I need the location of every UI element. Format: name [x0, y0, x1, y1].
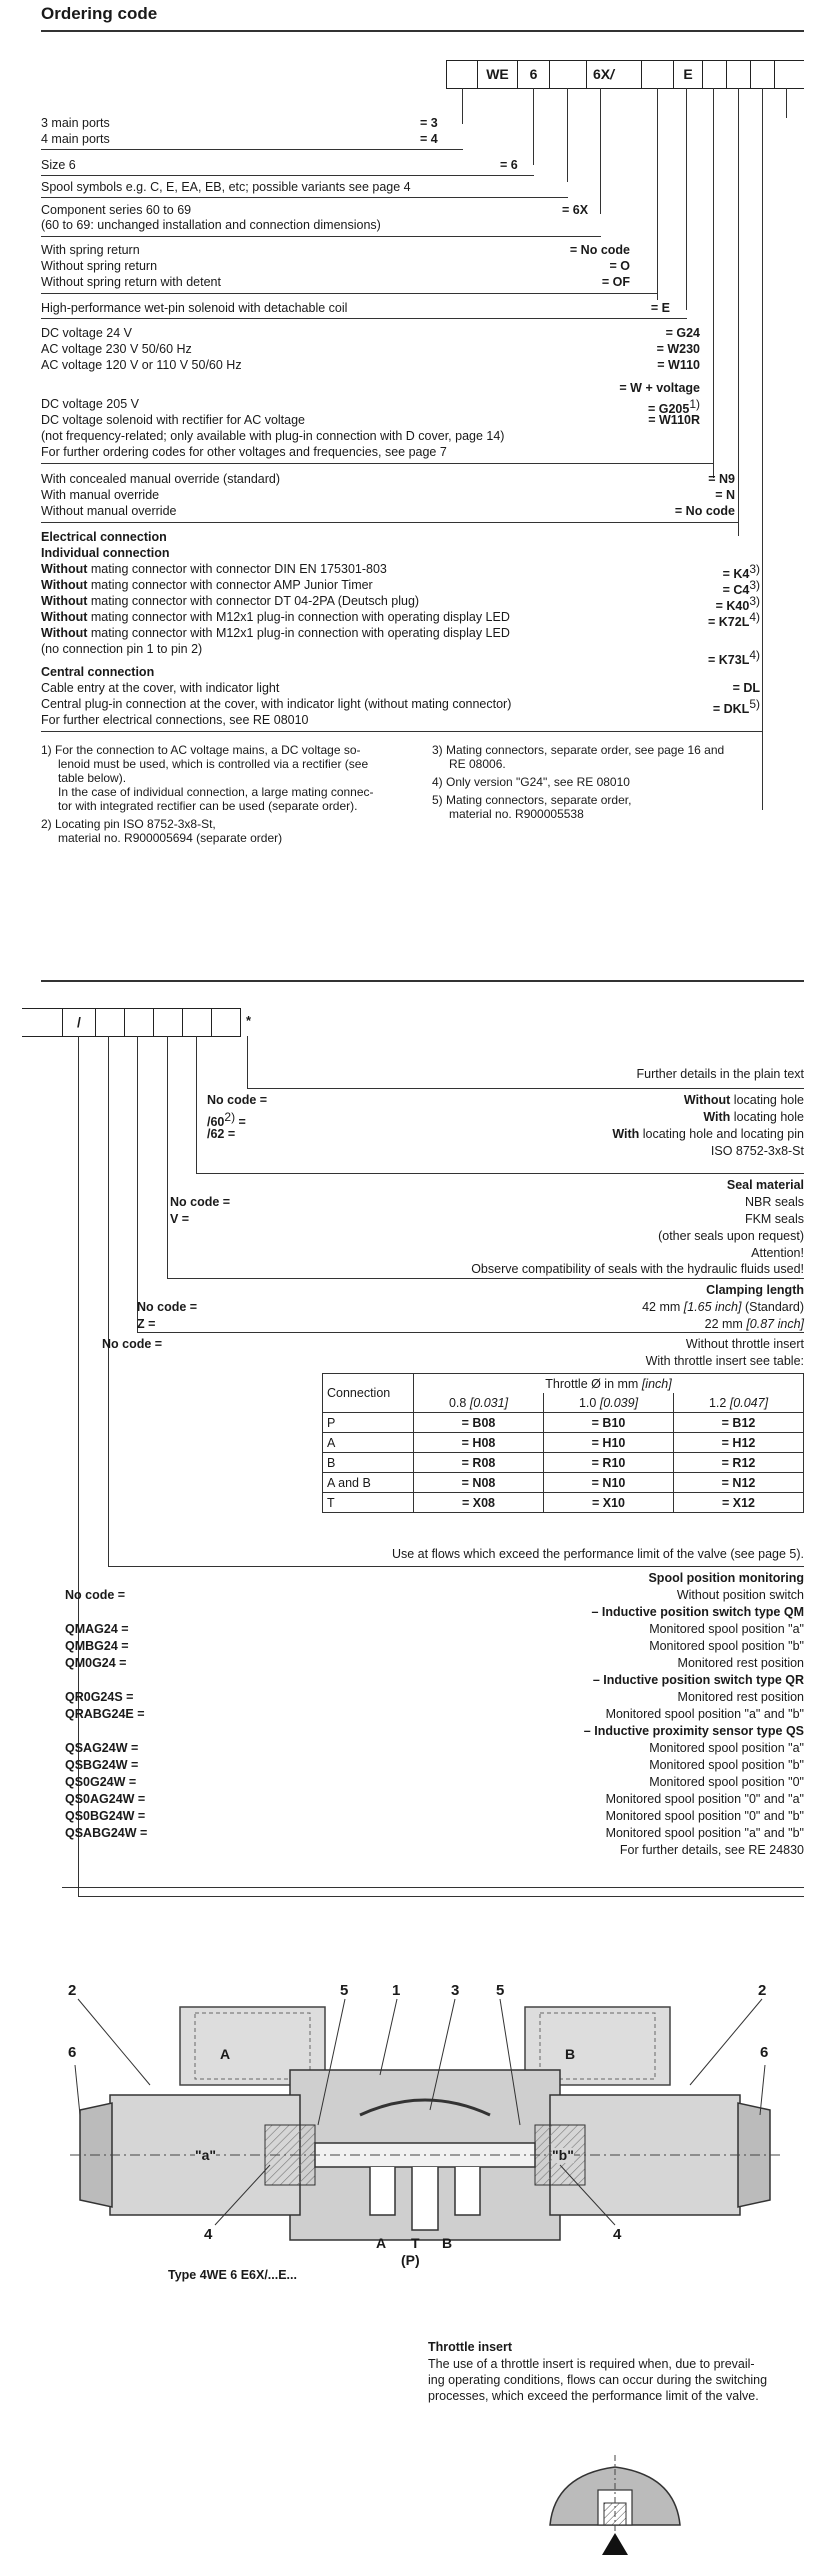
sup: 4) [749, 610, 760, 624]
elec-text: mating connector with M12x1 plug-in connection with operating display LED [87, 626, 510, 640]
code-box-1 [446, 60, 478, 89]
footnote-2-line1: 2) Locating pin ISO 8752-3x8-St, [41, 817, 216, 831]
cell-code: = X10 [544, 1493, 674, 1513]
callout-5-right: 5 [496, 1982, 505, 1999]
size-mm: 0.8 [448, 1395, 467, 1410]
table-row [323, 1473, 804, 1493]
option-size: Size 6 [41, 158, 76, 172]
code-of: = OF [601, 275, 630, 289]
spool-text: Monitored spool position "a" [649, 1622, 804, 1636]
elec-code: = K40 [715, 599, 750, 614]
leader-more [786, 88, 787, 118]
footnote-1-line5: tor with integrated rectifier can be used (separate order). [58, 799, 358, 813]
option-no-spring: Without spring return [41, 259, 158, 273]
rule [41, 731, 763, 732]
code-k73l [708, 648, 760, 668]
leader [75, 2065, 80, 2115]
individual-connection: Individual connection [41, 546, 170, 560]
spool-heading: Spool position monitoring [648, 1571, 804, 1585]
footnote-2-line2: material no. R900005694 (separate order) [58, 831, 283, 845]
footnote-1-line1: 1) For the connection to AC voltage mains, a DC voltage so- [41, 743, 361, 757]
code-dl: = DL [732, 681, 760, 695]
code-box-6 [641, 60, 674, 89]
spool-code: QR0G24S = [65, 1690, 134, 1704]
spool-code: QSAG24W = [65, 1741, 139, 1755]
code-box-3: 6 [517, 60, 550, 89]
b: Without [41, 626, 88, 640]
clamp-text: 22 mm [704, 1317, 747, 1331]
leader [196, 1036, 197, 1173]
option-series-note: (60 to 69: unchanged installation and connection dimensions) [41, 218, 381, 232]
table-row [323, 1413, 804, 1433]
locating-code-60: $/60^{2)}$ = [207, 1110, 246, 1130]
leader [137, 1036, 138, 1332]
option-rectifier: DC voltage solenoid with rectifier for AC voltage [41, 413, 306, 427]
spool-code: QSBG24W = [65, 1758, 139, 1772]
electrical-heading: Electrical connection [41, 530, 167, 544]
cell-conn: T [323, 1493, 414, 1513]
clamping-42 [642, 1300, 804, 1315]
table-row [323, 1493, 804, 1513]
th-unit: [inch] [641, 1376, 672, 1391]
option-dc205: DC voltage 205 V [41, 397, 139, 411]
spool-code: QM0G24 = [65, 1656, 127, 1670]
rule [41, 197, 568, 198]
port-t-label: T [411, 2235, 420, 2251]
throttle-table [322, 1373, 804, 1513]
code-g205-text: = G205 [647, 402, 690, 417]
spool-text: Without position switch [676, 1588, 804, 1602]
option-further-voltages: For further ordering codes for other voltages and frequencies, see page 7 [41, 445, 447, 459]
code-n: = N [715, 488, 735, 502]
cell-conn: P [323, 1413, 414, 1433]
solenoid-a-label: A [220, 2046, 231, 2062]
size-inch: [0.047] [729, 1395, 769, 1410]
flow-arrow-icon [602, 2533, 628, 2555]
code-no-override: = No code [674, 504, 735, 518]
sup: 4) [749, 648, 760, 662]
table-row [323, 1433, 804, 1453]
code2-box-5 [153, 1008, 183, 1037]
callout-2-right: 2 [758, 1982, 767, 1999]
elec-row-k73l [41, 626, 510, 641]
spool-text: Monitored rest position [677, 1656, 804, 1670]
port-b-label: B [442, 2235, 453, 2251]
rule [41, 149, 463, 150]
sup: 3) [749, 562, 760, 576]
code-box-9 [726, 60, 751, 89]
option-no-override: Without manual override [41, 504, 177, 518]
th-throttle [414, 1374, 804, 1394]
rule [41, 293, 658, 294]
elec-text: mating connector with connector DIN EN 175301-803 [87, 562, 387, 576]
elec-code: = K73L [707, 653, 750, 668]
throttle-without: Without throttle insert [685, 1337, 804, 1351]
throttle-insert-line3: processes, which exceed the performance limit of the valve. [428, 2389, 759, 2403]
spool-code: QS0AG24W = [65, 1792, 146, 1806]
footnote-1-line2: lenoid must be used, which is controlled via a rectifier (see [58, 757, 369, 771]
cell-code: = R08 [414, 1453, 544, 1473]
code-n9: = N9 [708, 472, 735, 486]
cell-conn: B [323, 1453, 414, 1473]
slash-mark: / [610, 66, 615, 82]
leader [380, 1999, 397, 2075]
code-dkl [713, 697, 760, 717]
option-dc24: DC voltage 24 V [41, 326, 133, 340]
leader-voltage [713, 88, 714, 478]
callout-3: 3 [451, 1982, 460, 1999]
leader-size [533, 88, 534, 165]
leader-series [600, 88, 601, 214]
elec-code: = K4 [722, 567, 750, 582]
leader [318, 1999, 345, 2125]
rule [62, 1887, 804, 1888]
code-box-4 [549, 60, 587, 89]
option-rectifier-note: (not frequency-related; only available with plug-in connection with D cover, page 14) [41, 429, 505, 443]
code2-box-7 [211, 1008, 241, 1037]
rule [78, 1896, 804, 1897]
elec-row-dl: Cable entry at the cover, with indicator light [41, 681, 280, 695]
clamp-text: 42 mm [642, 1300, 684, 1314]
rule [41, 522, 739, 523]
size-inch: [0.031] [469, 1395, 509, 1410]
cell-conn: A [323, 1433, 414, 1453]
elec-row-c4 [41, 578, 373, 593]
code2-box-1 [22, 1008, 63, 1037]
cell-code: = N10 [544, 1473, 674, 1493]
sup: 3) [749, 594, 760, 608]
leader-solenoid [686, 88, 687, 310]
footnote-4: 4) Only version "G24", see RE 08010 [432, 775, 630, 789]
seal-code-nocode: No code = [170, 1195, 231, 1209]
option-solenoid: High-performance wet-pin solenoid with detachable coil [41, 301, 348, 315]
option-concealed-override: With concealed manual override (standard) [41, 472, 281, 486]
size-inch: [0.039] [599, 1395, 639, 1410]
leader [500, 1999, 520, 2125]
spool-qr-heading: – Inductive position switch type QR [592, 1673, 804, 1687]
code-w110r: = W110R [648, 413, 700, 427]
b: Without [683, 1093, 731, 1107]
spool-text: Monitored spool position "0" and "b" [605, 1809, 804, 1823]
option-spring-return: With spring return [41, 243, 140, 257]
leader [167, 1036, 168, 1278]
th-size-08 [414, 1393, 544, 1413]
footnote-1-line4: In the case of individual connection, a large mating connec- [58, 785, 374, 799]
cell-code: = B12 [674, 1413, 804, 1433]
sup: 2) [224, 1110, 236, 1124]
rule [41, 236, 601, 237]
elec-row-k73l-note: (no connection pin 1 to pin 2) [41, 642, 203, 656]
cell-code: = B08 [414, 1413, 544, 1433]
section2-rule [41, 980, 804, 982]
seal-compat: Observe compatibility of seals with the hydraulic fluids used! [471, 1262, 804, 1276]
cell-code: = N12 [674, 1473, 804, 1493]
option-ac230: AC voltage 230 V 50/60 Hz [41, 342, 192, 356]
rule [196, 1173, 804, 1174]
elec-code: = K72L [707, 615, 750, 630]
th-size-10 [544, 1393, 674, 1413]
option-4-ports: 4 main ports [41, 132, 110, 146]
spool-code: QRABG24E = [65, 1707, 145, 1721]
code-box-7: E [673, 60, 703, 89]
elec-text: mating connector with M12x1 plug-in connection with operating display LED [87, 610, 510, 624]
rule [167, 1278, 804, 1279]
elec-row-dkl: Central plug-in connection at the cover, with indicator light (without mating connector) [41, 697, 512, 711]
leader [560, 2165, 615, 2225]
locating-text: locating hole and locating pin [639, 1127, 804, 1141]
code-4: = 4 [420, 132, 438, 146]
clamp-tail: (Standard) [741, 1300, 804, 1314]
solenoid-b-label: B [565, 2046, 576, 2062]
throttle-insert-figure [540, 2455, 690, 2555]
size-mm: 1.0 [578, 1395, 597, 1410]
locating-code-62: /62 = [207, 1127, 236, 1141]
b: Without [41, 610, 88, 624]
b: With [703, 1110, 731, 1124]
page-title: Ordering code [41, 4, 158, 23]
leader [215, 2165, 270, 2225]
th-text: Throttle Ø in mm [545, 1376, 639, 1391]
leader-ports [462, 88, 463, 124]
footnote-3-line2: RE 08006. [449, 757, 506, 771]
rule [137, 1332, 804, 1333]
throttle-code-nocode: No code = [102, 1337, 163, 1351]
sup: 3) [749, 578, 760, 592]
locating-text: locating hole [730, 1093, 804, 1107]
code2-box-6 [182, 1008, 212, 1037]
rule [108, 1566, 804, 1567]
throttle-insert-line1: The use of a throttle insert is required when, due to prevail- [428, 2357, 755, 2371]
locating-iso: ISO 8752-3x8-St [710, 1144, 804, 1158]
spool-code: QS0G24W = [65, 1775, 137, 1789]
throttle-insert-heading: Throttle insert [428, 2340, 513, 2354]
rule [41, 175, 534, 176]
option-ac120: AC voltage 120 V or 110 V 50/60 Hz [41, 358, 242, 372]
figure-caption: Type 4WE 6 E6X/...E... [168, 2268, 297, 2282]
leader-spring [657, 88, 658, 300]
leader [760, 2065, 765, 2115]
code-3: = 3 [420, 116, 438, 130]
footnote-5-line1: 5) Mating connectors, separate order, [432, 793, 632, 807]
throttle-note: Use at flows which exceed the performance limit of the valve (see page 5). [391, 1547, 804, 1561]
position-a-label: "a" [195, 2147, 217, 2163]
throttle-with: With throttle insert see table: [645, 1354, 804, 1368]
locating-text: locating hole [730, 1110, 804, 1124]
cell-code: = H12 [674, 1433, 804, 1453]
code-w110: = W110 [657, 358, 700, 372]
spool-code: QMAG24 = [65, 1622, 129, 1636]
th-connection: Connection [323, 1374, 414, 1413]
clamping-heading: Clamping length [706, 1283, 804, 1297]
leader [247, 1036, 248, 1088]
callout-2-left: 2 [68, 1982, 77, 1999]
cell-code: = B10 [544, 1413, 674, 1433]
spool-text: Monitored spool position "a" [649, 1741, 804, 1755]
seal-attention: Attention! [751, 1246, 804, 1260]
b: Without [41, 562, 88, 576]
spool-text: Monitored spool position "0" [649, 1775, 804, 1789]
title-rule [41, 30, 804, 32]
spool-text: Monitored spool position "a" and "b" [605, 1826, 804, 1840]
spool-code: QSABG24W = [65, 1826, 148, 1840]
elec-further: For further electrical connections, see RE 08010 [41, 713, 309, 727]
clamping-22 [705, 1317, 804, 1332]
spool-qm-heading: – Inductive position switch type QM [591, 1605, 804, 1619]
option-spool-symbols: Spool symbols e.g. C, E, EA, EB, etc; possible variants see page 4 [41, 180, 411, 194]
code-o: = O [609, 259, 630, 273]
callout-4-left: 4 [204, 2226, 213, 2243]
cell-code: = N08 [414, 1473, 544, 1493]
code-6: = 6 [500, 158, 518, 172]
cell-code: = X12 [674, 1493, 804, 1513]
th-size-12 [674, 1393, 804, 1413]
elec-row-k4 [41, 562, 387, 577]
leader [108, 1036, 109, 1566]
elec-text: mating connector with connector DT 04-2PA (Deutsch plug) [87, 594, 420, 608]
code-box-5: 6X/ [586, 60, 642, 89]
elec-text: mating connector with connector AMP Junior Timer [87, 578, 373, 592]
seal-code-v: V = [170, 1212, 190, 1226]
spool-text: Monitored spool position "0" and "a" [605, 1792, 804, 1806]
position-b-label: "b" [552, 2147, 574, 2163]
footnote-3-line1: 3) Mating connectors, separate order, see page 16 and [432, 743, 725, 757]
spool-code: QMBG24 = [65, 1639, 129, 1653]
spool-qs-heading: – Inductive proximity sensor type QS [583, 1724, 804, 1738]
cell-code: = R12 [674, 1453, 804, 1473]
option-detent: Without spring return with detent [41, 275, 221, 289]
sup: 1) [689, 397, 700, 411]
spool-text: Monitored rest position [677, 1690, 804, 1704]
code-6x: = 6X [562, 203, 589, 217]
spool-text: Monitored spool position "a" and "b" [605, 1707, 804, 1721]
code2-box-2: / [62, 1008, 96, 1037]
cell-code: = H08 [414, 1433, 544, 1453]
code2-box-3 [95, 1008, 125, 1037]
leader-override [738, 88, 739, 536]
port-p-label: (P) [401, 2252, 420, 2268]
locating-without [684, 1093, 804, 1108]
callout-4-right: 4 [613, 2226, 622, 2243]
code-box-8 [702, 60, 727, 89]
locating-with-pin [612, 1127, 804, 1142]
option-3-ports: 3 main ports [41, 116, 110, 130]
clamping-code-z: Z = [137, 1317, 156, 1331]
code-k72l [708, 610, 760, 630]
spool-code: QS0BG24W = [65, 1809, 146, 1823]
leader [78, 1999, 150, 2085]
callout-leaders [0, 1975, 830, 2275]
code-box-10 [750, 60, 775, 89]
clamp-unit: [0.87 inch] [746, 1317, 804, 1331]
code-g24: = G24 [665, 326, 700, 340]
table-row [323, 1453, 804, 1473]
seal-nbr: NBR seals [744, 1195, 804, 1209]
rule [247, 1088, 804, 1089]
code-w230: = W230 [656, 342, 700, 356]
code-w-voltage: = W + voltage [619, 381, 700, 395]
cell-conn: A and B [323, 1473, 414, 1493]
spool-text: Monitored spool position "b" [649, 1639, 804, 1653]
central-connection: Central connection [41, 665, 155, 679]
size-mm: 1.2 [708, 1395, 727, 1410]
sup: 5) [749, 697, 760, 711]
locating-with [703, 1110, 804, 1125]
option-series: Component series 60 to 69 [41, 203, 192, 217]
further-details: Further details in the plain text [636, 1067, 804, 1081]
option-manual-override: With manual override [41, 488, 160, 502]
b: Without [41, 578, 88, 592]
port-a-label: A [376, 2235, 387, 2251]
clamping-code-nocode: No code = [137, 1300, 198, 1314]
spool-further: For further details, see RE 24830 [619, 1843, 804, 1857]
seal-heading: Seal material [726, 1178, 804, 1192]
seal-other: (other seals upon request) [658, 1229, 804, 1243]
code2-box-4 [124, 1008, 154, 1037]
spool-text: Monitored spool position "b" [649, 1758, 804, 1772]
code-box-11 [774, 60, 804, 89]
code-e: = E [650, 301, 670, 315]
leader-electrical [762, 88, 763, 810]
callout-6-right: 6 [760, 2044, 769, 2061]
code-spring-nocode: = No code [569, 243, 630, 257]
rule [41, 463, 714, 464]
clamp-unit: [1.65 inch] [683, 1300, 742, 1314]
footnote-5-line2: material no. R900005538 [449, 807, 584, 821]
footnote-1-line3: table below). [58, 771, 127, 785]
callout-1: 1 [392, 1982, 401, 1999]
elec-row-k72l [41, 610, 510, 625]
locating-code-nocode: No code = [207, 1093, 268, 1107]
code2-star: * [245, 1013, 252, 1028]
leader [430, 1999, 455, 2110]
seal-fkm: FKM seals [744, 1212, 804, 1226]
b: Without [41, 594, 88, 608]
elec-code: = C4 [722, 583, 750, 598]
rule [41, 318, 687, 319]
throttle-insert-line2: ing operating conditions, flows can occur during the switching [428, 2373, 768, 2387]
elec-code: = DKL [712, 702, 750, 717]
leader-spool [567, 88, 568, 182]
callout-5-left: 5 [340, 1982, 349, 1999]
code-box-2: WE [477, 60, 518, 89]
b: With [612, 1127, 640, 1141]
cell-code: = H10 [544, 1433, 674, 1453]
spool-code: No code = [65, 1588, 126, 1602]
leader [690, 1999, 762, 2085]
cell-code: = X08 [414, 1493, 544, 1513]
callout-6-left: 6 [68, 2044, 77, 2061]
elec-row-k40 [41, 594, 419, 609]
cell-code: = R10 [544, 1453, 674, 1473]
